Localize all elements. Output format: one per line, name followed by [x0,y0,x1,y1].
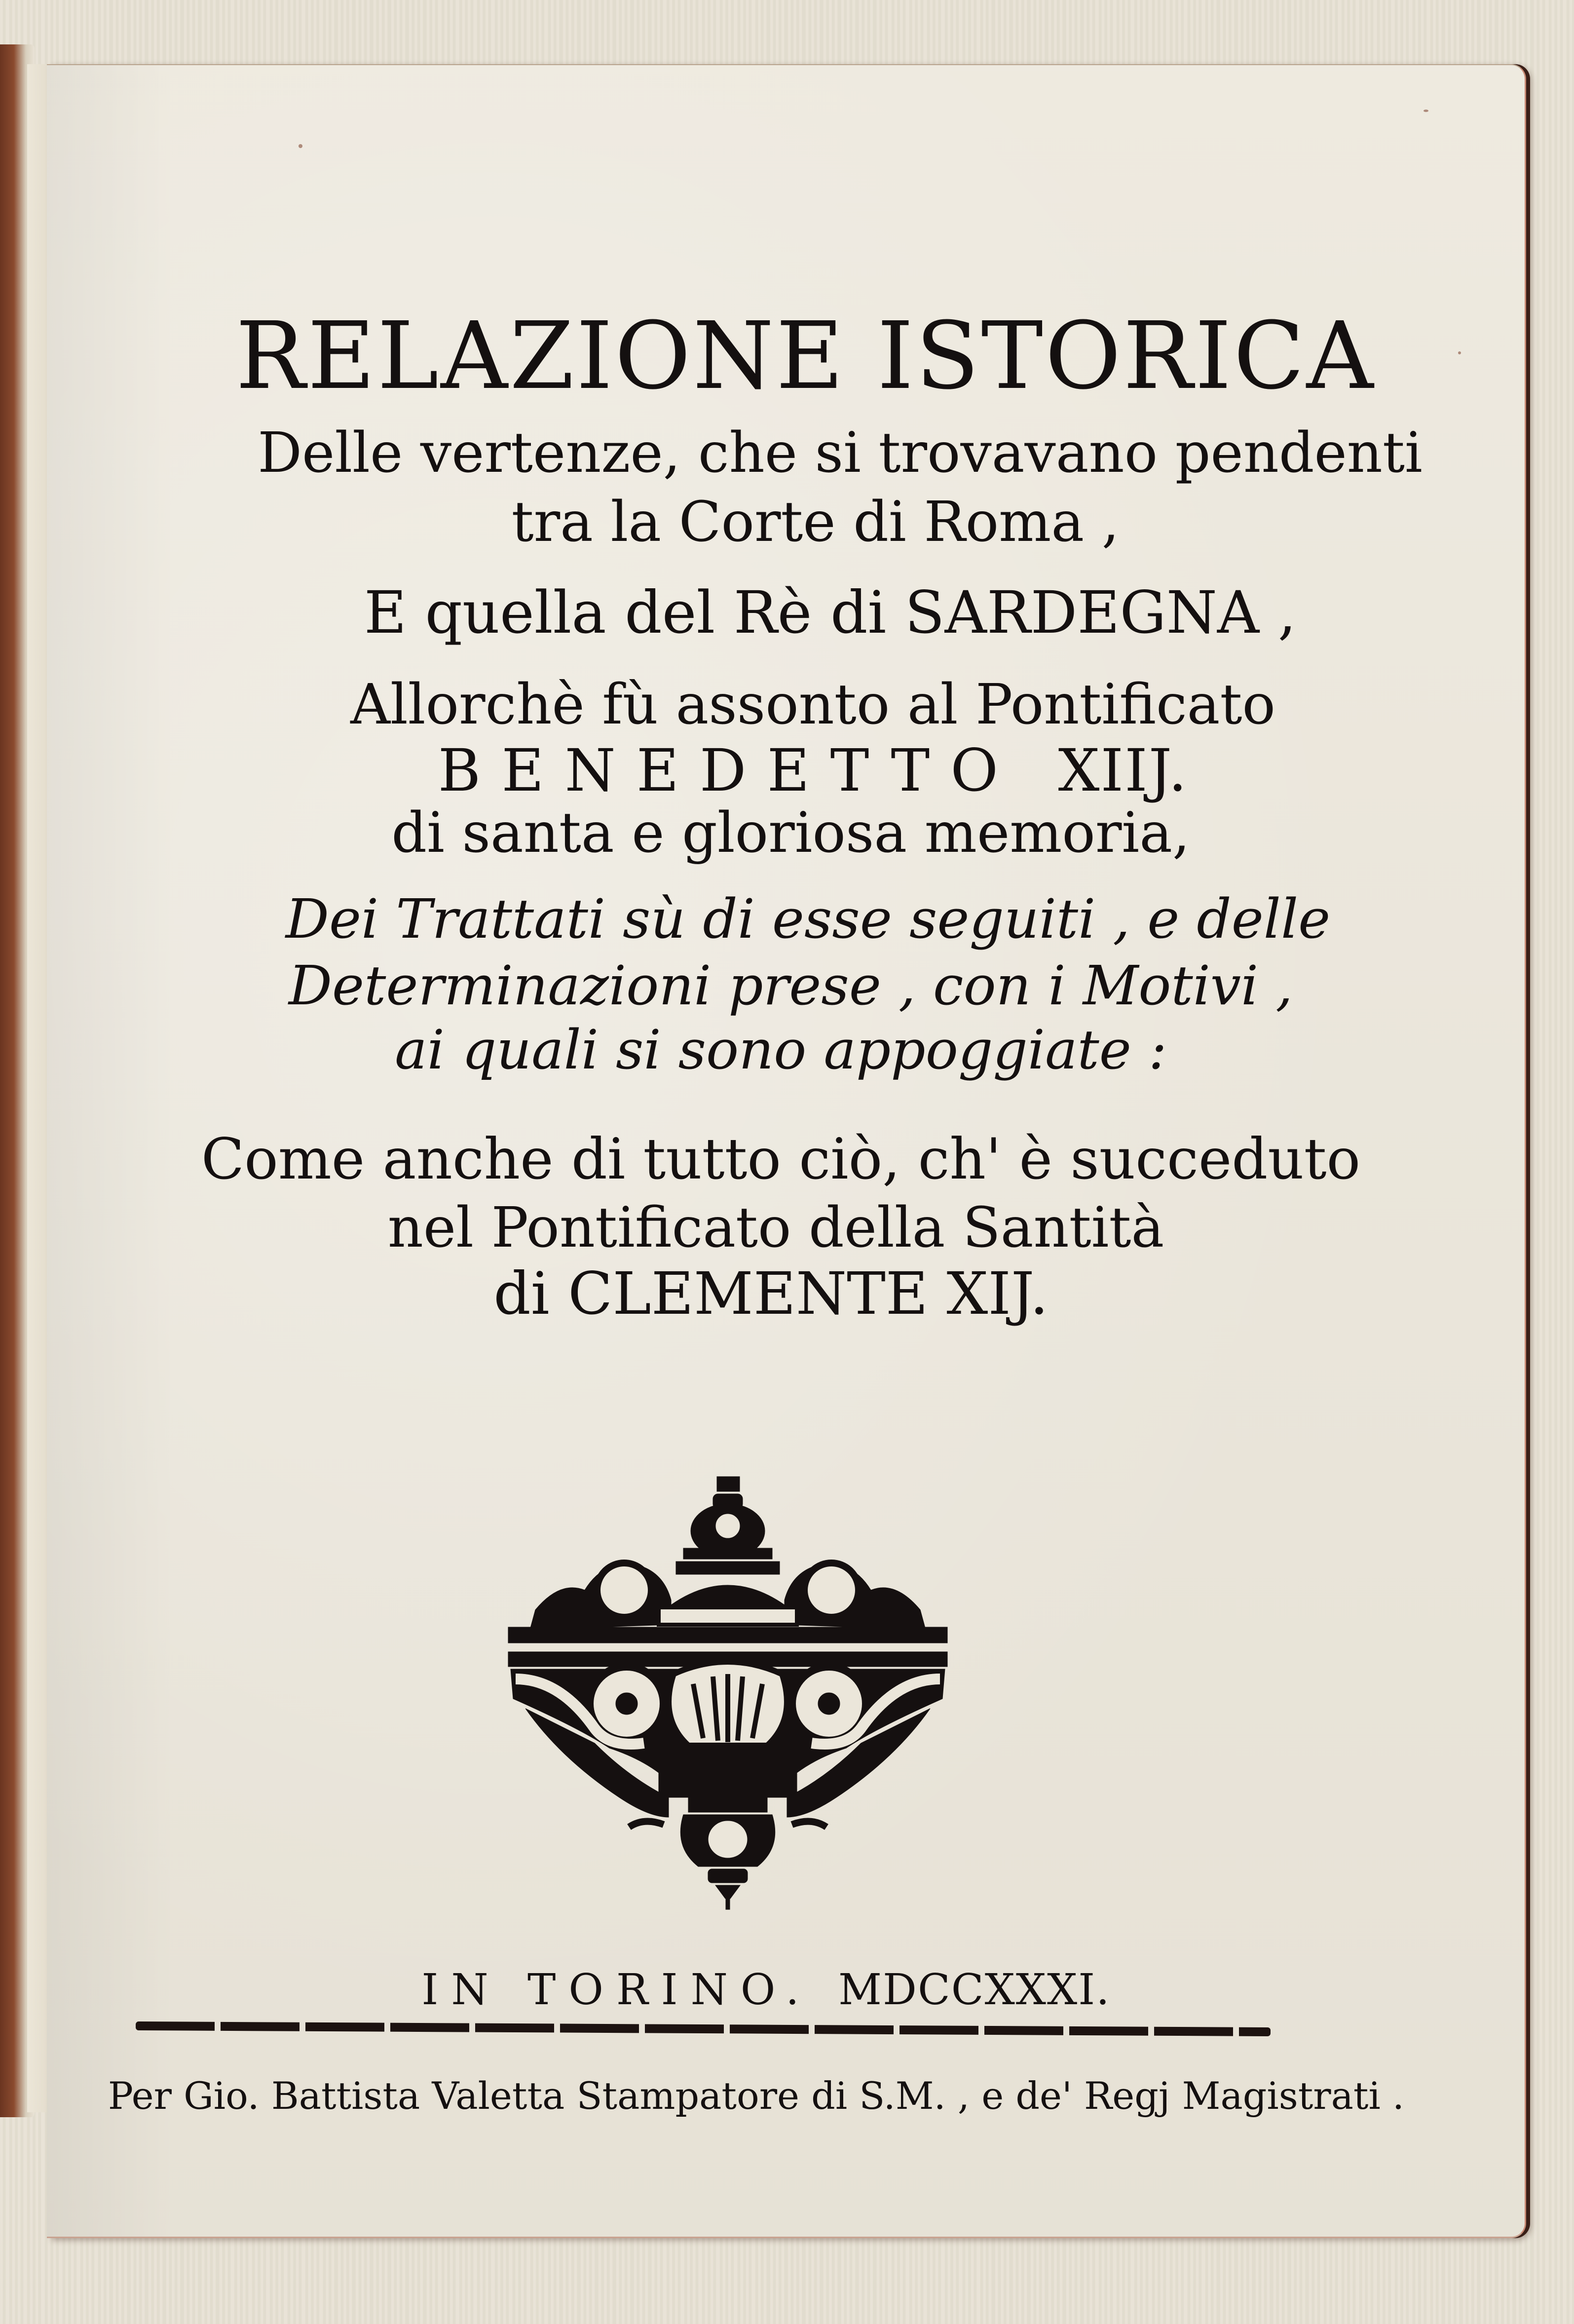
pope-name: BENEDETTO [438,736,1019,804]
decorative-rule [136,2021,1271,2036]
subtitle-line-memoria: di santa e gloriosa memoria, [391,801,1190,865]
italic-line-2: Determinazioni prese , con i Motivi , [288,954,1293,1017]
italic-line-1: Dei Trattati sù di esse seguiti , e delle [285,887,1331,951]
closing-line-2: nel Pontificato della Santità [387,1196,1164,1260]
imprint-city: IN TORINO. [421,1965,812,2015]
title-page [47,64,1526,2238]
pope-name-benedetto [74,736,1552,804]
subtitle-line-3: E quella del Rè di SARDEGNA , [364,578,1297,647]
printer-line: Per Gio. Battista Valetta Stampatore di S.M. , e de' Regj Magistrati . [108,2074,1405,2118]
subtitle-line-1: Delle vertenze, che si trovavano pendenti [258,421,1423,485]
title-text: RELAZIONE ISTORICA [235,302,1376,410]
woodcut-vase-ornament-icon [481,1452,974,1911]
closing-line-clemente: di CLEMENTE XIJ. [493,1259,1049,1328]
main-title [67,302,1544,410]
imprint-line [27,1965,1505,2015]
subtitle-line-4: Allorchè fù assonto al Pontificato [350,673,1275,737]
pope-numeral: XIIJ. [1058,736,1188,804]
subtitle-line-2: tra la Corte di Roma , [511,490,1120,554]
foxing-spot [1424,110,1428,112]
imprint-year: MDCCXXXI. [838,1965,1111,2015]
closing-line-1: Come anche di tutto ciò, ch' è succeduto [201,1126,1361,1192]
italic-line-3: ai quali si sono appoggiate : [395,1018,1167,1081]
foxing-spot [299,144,302,148]
